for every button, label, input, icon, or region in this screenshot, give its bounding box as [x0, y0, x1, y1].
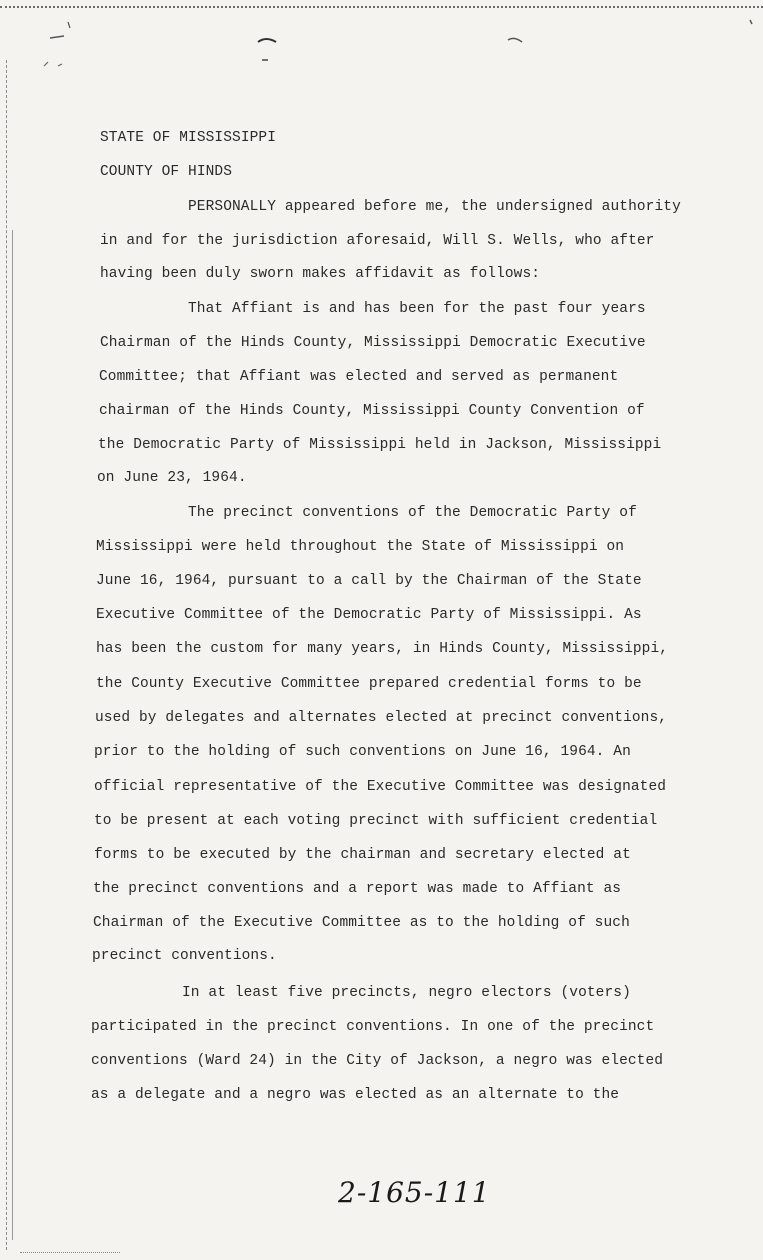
body-line: chairman of the Hinds County, Mississippi County Convention of	[99, 403, 645, 419]
left-binding-line	[12, 230, 13, 1240]
bottom-edge-mark	[20, 1252, 120, 1253]
body-line: used by delegates and alternates elected at precinct conventions,	[95, 710, 668, 726]
body-line: participated in the precinct conventions. In one of the precinct	[91, 1019, 655, 1035]
body-line: the Democratic Party of Mississippi held in Jackson, Mississippi	[98, 437, 662, 453]
body-line: the precinct conventions and a report was made to Affiant as	[93, 881, 622, 897]
body-line: Executive Committee of the Democratic Party of Mississippi. As	[96, 607, 642, 623]
body-line: has been the custom for many years, in Hinds County, Mississippi,	[96, 641, 669, 657]
body-line: in and for the jurisdiction aforesaid, Will S. Wells, who after	[100, 233, 655, 249]
body-line: precinct conventions.	[92, 948, 277, 964]
heading-state: STATE OF MISSISSIPPI	[100, 130, 277, 146]
body-line: In at least five precincts, negro electors (voters)	[182, 985, 631, 1001]
body-line: on June 23, 1964.	[97, 470, 247, 486]
body-line: as a delegate and a negro was elected as an alternate to the	[91, 1087, 620, 1103]
body-line: Mississippi were held throughout the State of Mississippi on	[96, 539, 625, 555]
body-line: Chairman of the Executive Committee as to the holding of such	[93, 915, 630, 931]
body-line: having been duly sworn makes affidavit as follows:	[100, 266, 541, 282]
body-line: to be present at each voting precinct with sufficient credential	[94, 813, 658, 829]
body-line: June 16, 1964, pursuant to a call by the Chairman of the State	[96, 573, 642, 589]
body-line: That Affiant is and has been for the past four years	[188, 301, 646, 317]
body-line: official representative of the Executive Committee was designated	[94, 779, 667, 795]
body-line: Committee; that Affiant was elected and served as permanent	[99, 369, 619, 385]
heading-county: COUNTY OF HINDS	[100, 164, 233, 180]
body-line: the County Executive Committee prepared credential forms to be	[96, 676, 642, 692]
page-number: 2-165-111	[338, 1176, 491, 1209]
body-line: forms to be executed by the chairman and secretary elected at	[94, 847, 631, 863]
body-line: The precinct conventions of the Democratic Party of	[188, 505, 637, 521]
left-edge-mark	[6, 60, 7, 1250]
body-line: conventions (Ward 24) in the City of Jackson, a negro was elected	[91, 1053, 664, 1069]
body-line: prior to the holding of such conventions on June 16, 1964. An	[94, 744, 631, 760]
scan-specks	[0, 0, 763, 120]
body-line: Chairman of the Hinds County, Mississippi Democratic Executive	[100, 335, 646, 351]
body-line: PERSONALLY appeared before me, the undersigned authority	[188, 199, 681, 215]
